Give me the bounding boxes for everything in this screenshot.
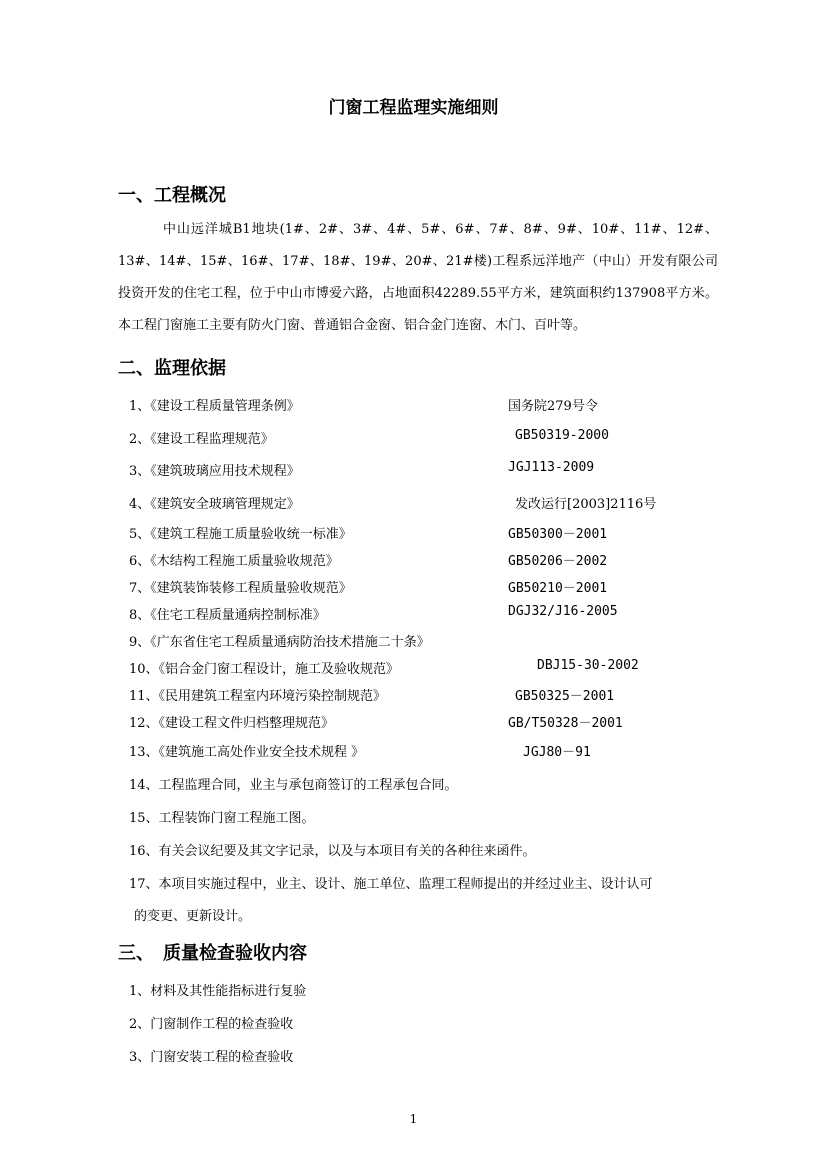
basis-item-5: 5、《建筑工程施工质量验收统一标准》 [129,527,352,542]
basis-item-4: 4、《建筑安全玻璃管理规定》 [129,497,300,512]
basis-item-16: 16、有关会议纪要及其文字记录，以及与本项目有关的各种往来函件。 [129,844,536,859]
basis-item-10: 10、《铝合金门窗工程设计，施工及验收规范》 [129,662,400,677]
inspection-item-1: 1、材料及其性能指标进行复验 [129,984,307,999]
basis-item-17: 17、本项目实施过程中，业主、设计、施工单位、监理工程师提出的并经过业主、设计认可 [129,877,653,892]
basis-code-8: DGJ32/J16-2005 [508,604,618,619]
section-heading-basis: 二、监理依据 [118,358,226,379]
basis-code-11: GB50325－2001 [515,689,615,704]
page-number: 1 [409,1112,418,1126]
document-title: 门窗工程监理实施细则 [328,98,499,118]
basis-item-3: 3、《建筑玻璃应用技术规程》 [129,464,300,479]
overview-text: 中山远洋城B1地块(1#、2#、3#、4#、5#、6#、7#、8#、9#、10#、11#、12#、13#、14#、15#、16#、17#、18#、19#、20#、21#楼)工程系远洋地产（中山）开发有限公司投资开发的住宅工程，位于中山市博爱六路，占地面积42289.55平方米，建筑面积约137908平方米。本工程门窗施工主要有防火门窗、普通铝合金窗、铝合金门连窗、木门、百叶等。 [118,222,718,333]
basis-item-8: 8、《住宅工程质量通病控制标准》 [129,608,326,623]
basis-item-7: 7、《建筑装饰装修工程质量验收规范》 [129,581,352,596]
section-heading-overview: 一、工程概况 [118,185,226,206]
basis-code-7: GB50210－2001 [508,581,608,596]
basis-code-2: GB50319-2000 [515,428,609,443]
overview-paragraph [118,214,718,342]
basis-code-1: 国务院279号令 [508,399,598,414]
inspection-item-2: 2、门窗制作工程的检查验收 [129,1017,294,1032]
basis-code-10: DBJ15-30-2002 [537,658,639,673]
basis-code-5: GB50300－2001 [508,527,608,542]
basis-code-6: GB50206－2002 [508,554,608,569]
basis-item-15: 15、工程装饰门窗工程施工图。 [129,811,315,826]
basis-code-13: JGJ80－91 [523,745,591,760]
section-heading-inspection: 三、 质量检查验收内容 [118,943,307,964]
basis-item-9: 9、《广东省住宅工程质量通病防治技术措施二十条》 [129,635,430,650]
basis-item-12: 12、《建设工程文件归档整理规范》 [129,716,335,731]
basis-item-17-continued: 的变更、更新设计。 [134,909,252,924]
inspection-item-3: 3、门窗安装工程的检查验收 [129,1050,294,1065]
basis-item-11: 11、《民用建筑工程室内环境污染控制规范》 [129,689,387,704]
basis-code-3: JGJ113-2009 [508,460,595,475]
basis-code-12: GB/T50328－2001 [508,716,623,731]
basis-item-2: 2、《建设工程监理规范》 [129,432,274,447]
basis-item-1: 1、《建设工程质量管理条例》 [129,399,300,414]
basis-code-4: 发改运行[2003]2116号 [515,497,657,512]
basis-item-6: 6、《木结构工程施工质量验收规范》 [129,554,339,569]
basis-item-14: 14、工程监理合同，业主与承包商签订的工程承包合同。 [129,778,458,793]
basis-item-13: 13、《建筑施工高处作业安全技术规程 》 [129,745,365,760]
